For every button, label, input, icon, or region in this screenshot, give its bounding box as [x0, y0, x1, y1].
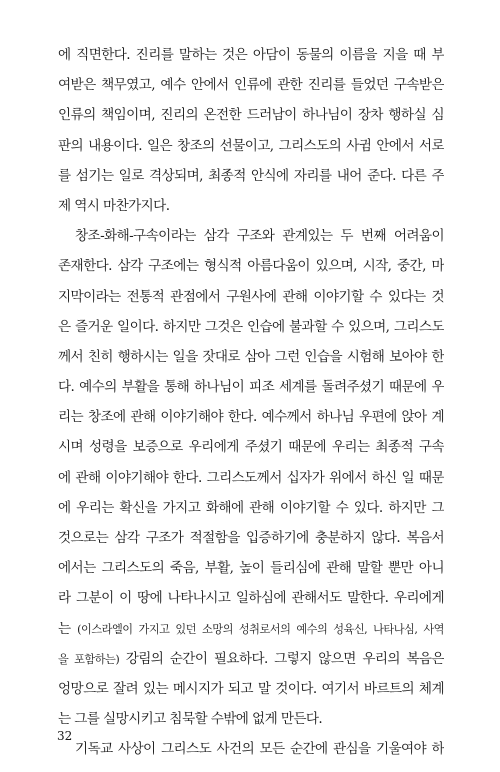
text-line: 를 섬기는 일로 격상되며, 최종적 안식에 자리를 내어 준다. 다른 주: [58, 167, 444, 184]
text-line: 다. 예수의 부활을 통해 하나님이 피조 세계를 돌려주셨기 때문에 우: [58, 379, 444, 396]
text-line: 에서는 그리스도의 죽음, 부활, 높이 들리심에 관해 말할 뿐만 아니: [58, 560, 444, 577]
text-line: 리는 창조에 관해 이야기해야 한다. 예수께서 하나님 우편에 앉아 계: [58, 409, 444, 426]
text-line: 판의 내용이다. 일은 창조의 선물이고, 그리스도의 사귐 안에서 서로: [58, 137, 444, 154]
paragraph-start-line: 창조-화해-구속이라는 삼각 구조와 관계있는 두 번째 어려움이: [75, 228, 444, 245]
text-line: 제 역시 마찬가지다.: [58, 197, 170, 214]
text-line: 여받은 책무였고, 예수 안에서 인류에 관한 진리를 들었던 구속받은: [58, 77, 444, 94]
text-line: 라 그분이 이 땅에 나타나시고 일하심에 관해서도 말한다. 우리에게: [58, 590, 444, 607]
text-line: 에 관해 이야기해야 한다. 그리스도께서 십자가 위에서 하신 일 때문: [58, 469, 444, 486]
text-line: 지막이라는 전통적 관점에서 구원사에 관해 이야기할 수 있다는 것: [58, 288, 444, 305]
text-line: 에 직면한다. 진리를 말하는 것은 아담이 동물의 이름을 지을 때 부: [58, 47, 444, 63]
text-line: 께서 친히 행하시는 일을 잣대로 삼아 그런 인습을 시험해 보아야 한: [58, 348, 444, 365]
paragraph-start-line: 기독교 사상이 그리스도 사건의 모든 순간에 관심을 기울여야 하: [75, 741, 444, 758]
text-line-with-parenthetical: [58, 614, 444, 644]
parenthetical-text: (이스라엘이 가지고 있던 소망의 성취로서의 예수의 성육신, 나타나심, 사역: [77, 622, 444, 636]
page-number: 32: [57, 729, 73, 743]
text-line: 는 그를 실망시키고 침묵할 수밖에 없게 만든다.: [58, 711, 323, 728]
parenthetical-text: 을 포함하는): [58, 652, 120, 666]
line-main-text: 는: [58, 620, 71, 637]
text-line: 존재한다. 삼각 구조에는 형식적 아름다움이 있으며, 시작, 중간, 마: [58, 258, 444, 275]
text-line: 시며 성령을 보증으로 우리에게 주셨기 때문에 우리는 최종적 구속: [58, 439, 444, 456]
text-line: 엉망으로 잘려 있는 메시지가 되고 말 것이다. 여기서 바르트의 체계: [58, 680, 444, 697]
text-line: 것으로는 삼각 구조가 적절함을 입증하기에 충분하지 않다. 복음서: [58, 530, 444, 546]
text-line-with-parenthetical: [58, 644, 444, 674]
text-line: 인류의 책임이며, 진리의 온전한 드러남이 하나님이 장차 행하실 심: [58, 107, 444, 124]
text-line: 은 즐거운 일이다. 하지만 그것은 인습에 불과할 수 있으며, 그리스도: [58, 318, 444, 335]
line-main-text: 강림의 순간이 필요하다. 그렇지 않으면 우리의 복음은: [125, 650, 444, 667]
body-text: [58, 40, 444, 765]
text-line: 에 우리는 확신을 가지고 화해에 관해 이야기할 수 있다. 하지만 그: [58, 499, 444, 516]
